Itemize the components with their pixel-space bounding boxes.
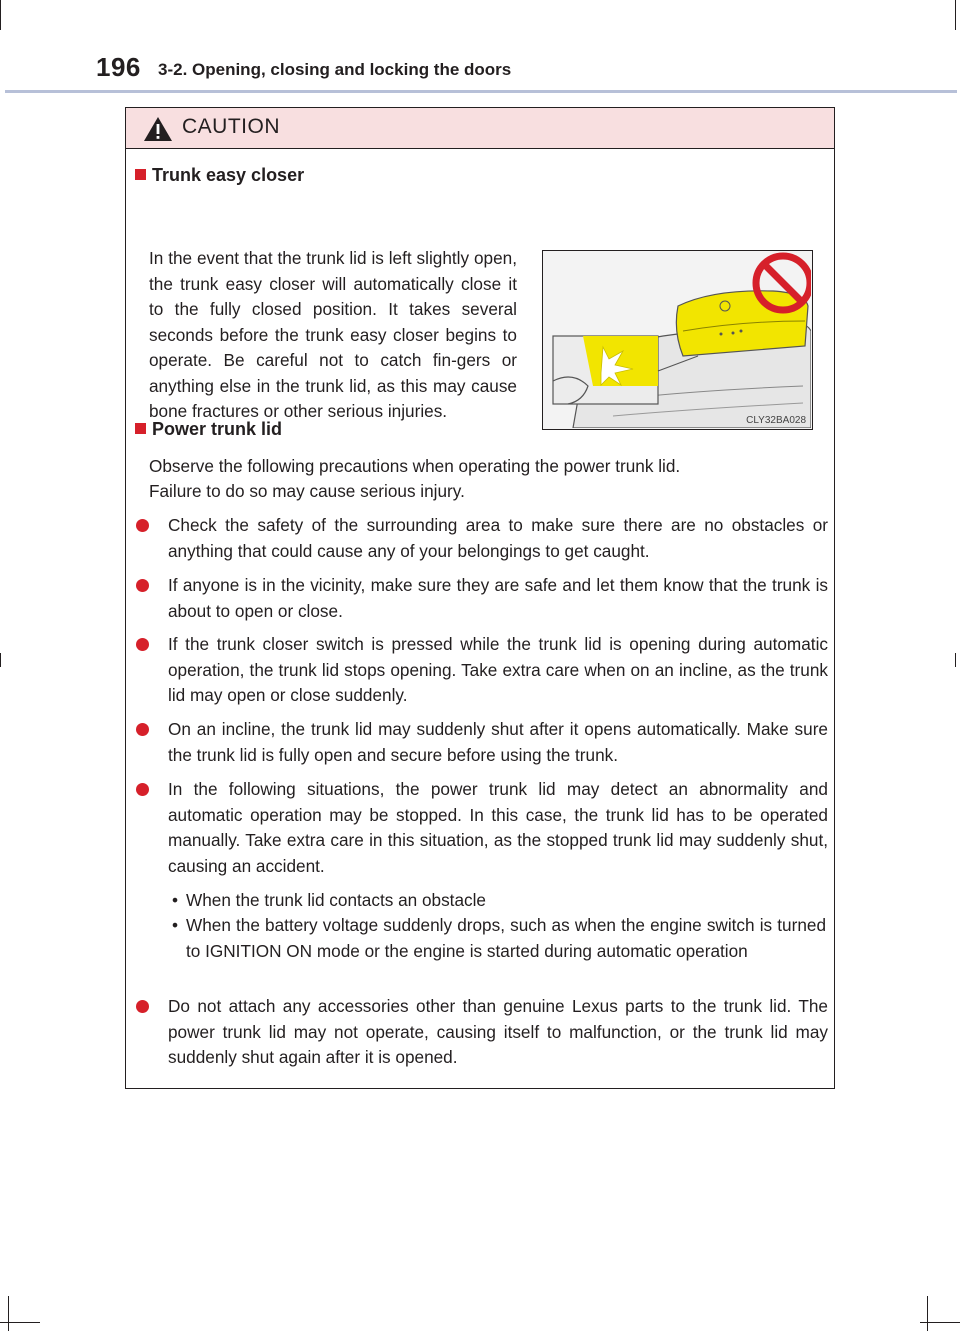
crop-mark	[920, 1322, 960, 1323]
section-title: 3-2. Opening, closing and locking the doors	[158, 60, 512, 79]
crop-mark	[0, 653, 1, 667]
trunk-closer-drawing	[543, 251, 811, 428]
power-trunk-intro-1: Observe the following precautions when operating the power trunk lid.	[149, 456, 681, 476]
caution-title: CAUTION	[182, 115, 280, 138]
bullet-item: Do not attach any accessories other than genuine Lexus parts to the trunk lid. The power trunk lid may not operate, causing itself to malfunction, or the trunk lid may suddenly shut again after it is opened.	[136, 994, 828, 1071]
red-bullet-icon	[136, 783, 149, 796]
power-trunk-intro-2: Failure to do so may cause serious injury.	[149, 481, 465, 501]
red-square-marker	[135, 423, 146, 434]
crop-mark	[927, 1296, 928, 1331]
red-bullet-icon	[136, 723, 149, 736]
crop-mark	[8, 1296, 9, 1331]
header-divider	[5, 90, 957, 93]
bullet-item: In the following situations, the power trunk lid may detect an abnormality and automatic operation may be stopped. In this case, the trunk lid has to be operated manually. Take extra care in this situation, as the stopped trunk lid may suddenly shut, causing an accident.	[136, 777, 828, 879]
warning-triangle-icon	[143, 116, 173, 142]
red-bullet-icon	[136, 519, 149, 532]
bullet-item: On an incline, the trunk lid may suddenly shut after it opens automatically. Make sure the trunk lid is fully open and secure before using the trunk.	[136, 717, 828, 768]
illustration-code: CLY32BA028	[746, 415, 806, 426]
sub-list-item: • When the battery voltage suddenly drops, such as when the engine switch is turned to IGNITION ON mode or the engine is started during automatic operation	[172, 915, 826, 961]
page-number: 196	[96, 52, 141, 82]
red-square-marker	[135, 169, 146, 180]
caution-header	[126, 108, 834, 149]
red-bullet-icon	[136, 1000, 149, 1013]
crop-mark	[0, 1322, 40, 1323]
subsection-heading: Trunk easy closer	[135, 165, 304, 186]
crop-mark	[955, 653, 956, 667]
red-bullet-icon	[136, 579, 149, 592]
sub-list-item: • When the trunk lid contacts an obstacle	[172, 890, 486, 910]
caution-box	[125, 107, 835, 1089]
easy-closer-text: In the event that the trunk lid is left slightly open, the trunk easy closer will automatically close it to the fully closed position. It takes several seconds before the trunk easy closer begins to operate. Be careful not to catch fin-gers or anything else in the trunk lid, as this may cause bone fractures or other serious injuries.	[149, 248, 517, 421]
bullet-item: If the trunk closer switch is pressed while the trunk lid is opening during automatic operation, the trunk lid stops opening. Take extra care when on an incline, as the trunk lid may open or close suddenly.	[136, 632, 828, 709]
bullet-item: Check the safety of the surrounding area to make sure there are no obstacles or anything that could cause any of your belongings to get caught.	[136, 513, 828, 564]
bullet-item: If anyone is in the vicinity, make sure they are safe and let them know that the trunk is about to open or close.	[136, 573, 828, 624]
subsection-heading: Power trunk lid	[135, 419, 282, 440]
trunk-illustration	[542, 250, 813, 430]
red-bullet-icon	[136, 638, 149, 651]
page-header	[0, 0, 960, 100]
